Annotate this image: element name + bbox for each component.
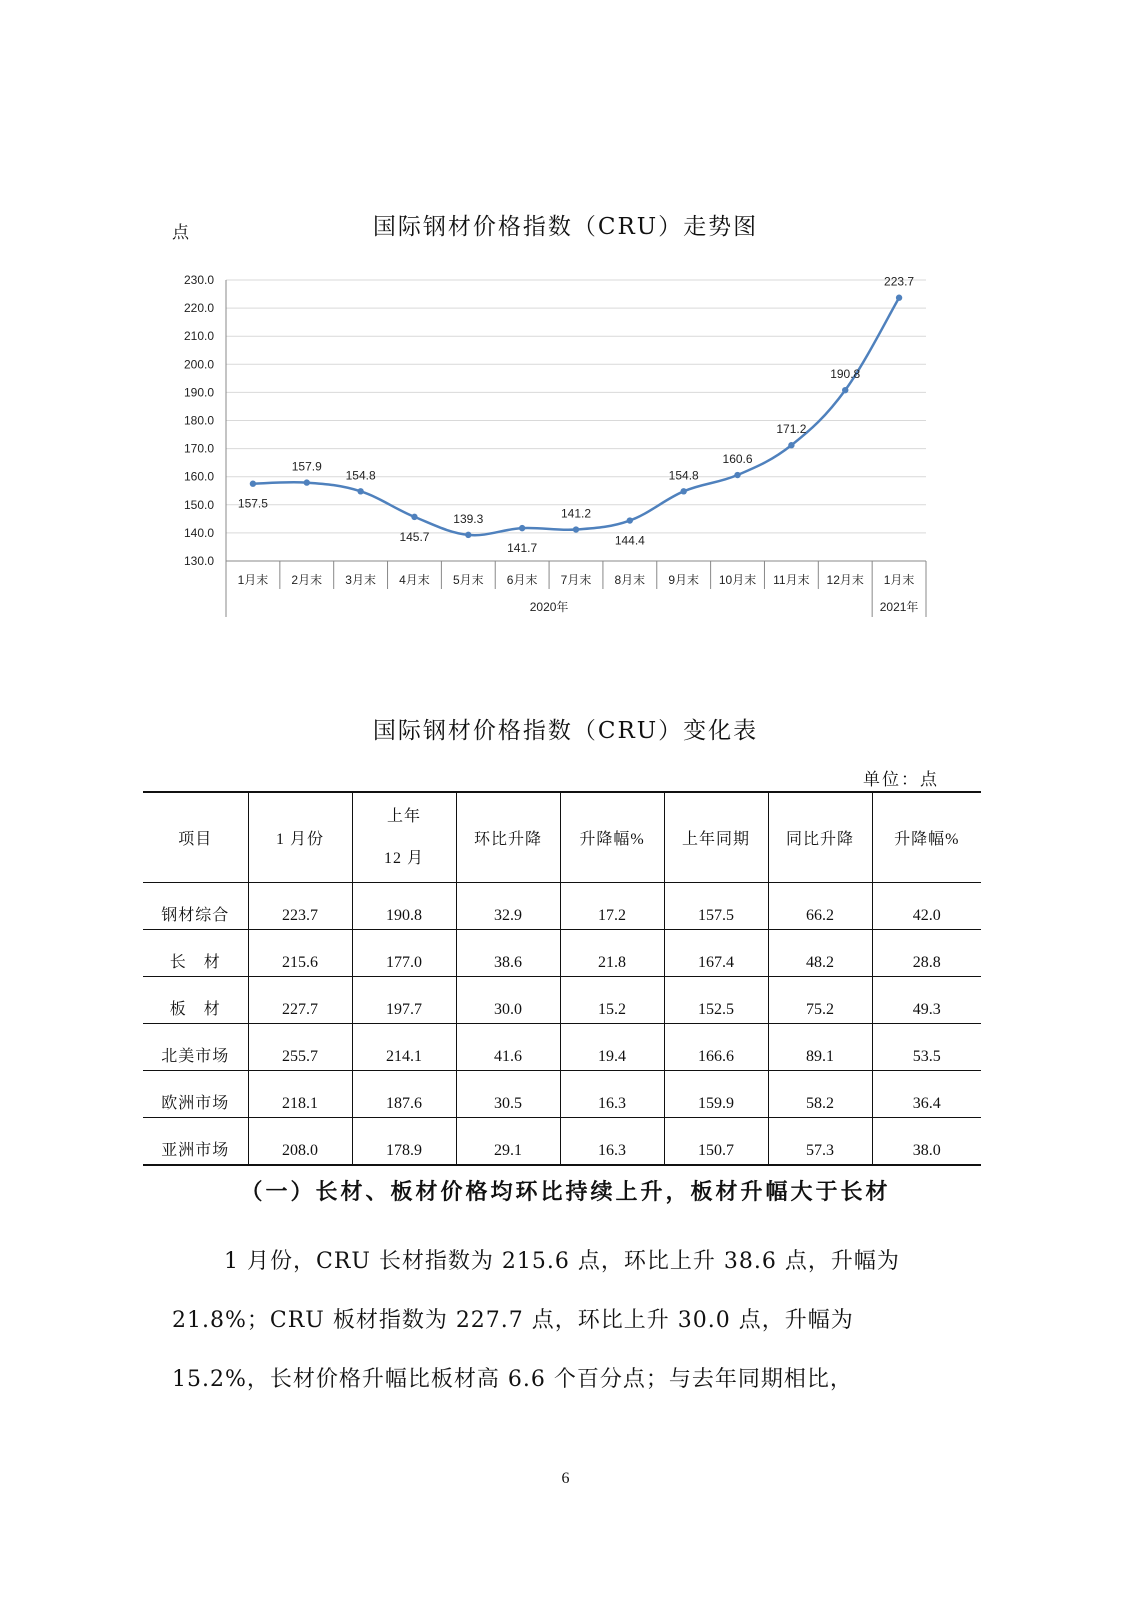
- x-tick-label: 5月末: [452, 573, 484, 587]
- value-cell: 41.6: [456, 1024, 560, 1071]
- data-label: 171.2: [776, 422, 807, 437]
- data-point: [304, 479, 310, 485]
- row-label-cell: 长 材: [143, 930, 248, 977]
- price-index-table: [143, 791, 981, 1166]
- value-cell: 19.4: [560, 1024, 664, 1071]
- value-cell: 32.9: [456, 883, 560, 930]
- value-cell: 42.0: [872, 883, 981, 930]
- y-tick-label: 160.0: [183, 469, 214, 484]
- x-tick-label: 1月末: [237, 573, 269, 587]
- data-point: [788, 442, 794, 448]
- x-tick-label: 2月末: [291, 573, 323, 587]
- y-tick-label: 150.0: [183, 497, 214, 512]
- table-row: [143, 1118, 981, 1166]
- data-label: 157.9: [291, 459, 322, 474]
- x-tick-label: 8月末: [614, 573, 646, 587]
- chart-title: 国际钢材价格指数（CRU）走势图: [372, 214, 759, 240]
- x-group-label: 2020年: [529, 600, 569, 614]
- value-cell: 167.4: [664, 930, 768, 977]
- data-label: 144.4: [614, 533, 645, 548]
- paragraph-line: 1 月份，CRU 长材指数为 215.6 点，环比上升 38.6 点，升幅为: [224, 1249, 900, 1274]
- header-cell-yoy-change: 同比升降: [768, 792, 872, 883]
- value-cell: 208.0: [248, 1118, 352, 1166]
- header-cell-mom-change: 环比升降: [456, 792, 560, 883]
- value-cell: 28.8: [872, 930, 981, 977]
- value-cell: 255.7: [248, 1024, 352, 1071]
- value-cell: 17.2: [560, 883, 664, 930]
- data-label: 160.6: [722, 452, 753, 467]
- value-cell: 48.2: [768, 930, 872, 977]
- data-point: [734, 472, 740, 478]
- data-label: 141.7: [507, 541, 538, 556]
- value-cell: 57.3: [768, 1118, 872, 1166]
- y-tick-label: 170.0: [183, 441, 214, 456]
- data-point: [411, 514, 417, 520]
- y-tick-label: 190.0: [183, 385, 214, 400]
- paragraph-line: 15.2%，长材价格升幅比板材高 6.6 个百分点；与去年同期相比，: [172, 1367, 853, 1392]
- x-tick-label: 7月末: [560, 573, 592, 587]
- x-tick-label: 1月末: [883, 573, 915, 587]
- y-tick-label: 230.0: [183, 273, 214, 287]
- data-point: [250, 481, 256, 487]
- header-cell-yoy-pct: 升降幅%: [872, 792, 981, 883]
- value-cell: 177.0: [352, 930, 456, 977]
- value-cell: 53.5: [872, 1024, 981, 1071]
- value-cell: 15.2: [560, 977, 664, 1024]
- value-cell: 157.5: [664, 883, 768, 930]
- value-cell: 29.1: [456, 1118, 560, 1166]
- table-row: [143, 1071, 981, 1118]
- value-cell: 38.6: [456, 930, 560, 977]
- y-tick-label: 140.0: [183, 525, 214, 540]
- price-index-line-chart: [0, 260, 1131, 640]
- value-cell: 197.7: [352, 977, 456, 1024]
- y-tick-label: 220.0: [183, 301, 214, 316]
- x-tick-label: 10月末: [718, 573, 757, 587]
- value-cell: 89.1: [768, 1024, 872, 1071]
- value-cell: 36.4: [872, 1071, 981, 1118]
- value-cell: 223.7: [248, 883, 352, 930]
- y-tick-label: 180.0: [183, 413, 214, 428]
- y-tick-label: 200.0: [183, 357, 214, 372]
- header-cell-january: 1 月份: [248, 792, 352, 883]
- value-cell: 66.2: [768, 883, 872, 930]
- value-cell: 16.3: [560, 1118, 664, 1166]
- data-point: [465, 532, 471, 538]
- value-cell: 16.3: [560, 1071, 664, 1118]
- value-cell: 75.2: [768, 977, 872, 1024]
- value-cell: 49.3: [872, 977, 981, 1024]
- value-cell: 166.6: [664, 1024, 768, 1071]
- y-tick-label: 210.0: [183, 329, 214, 344]
- value-cell: 214.1: [352, 1024, 456, 1071]
- table-title: 国际钢材价格指数（CRU）变化表: [372, 718, 759, 744]
- x-tick-label: 4月末: [399, 573, 430, 587]
- data-label: 141.2: [560, 506, 592, 521]
- table-body: [143, 883, 981, 1166]
- table-header-row: [143, 792, 981, 883]
- value-cell: 150.7: [664, 1118, 768, 1166]
- x-tick-label: 3月末: [345, 573, 376, 587]
- value-cell: 152.5: [664, 977, 768, 1024]
- data-point: [627, 517, 633, 523]
- y-tick-label: 130.0: [183, 554, 214, 568]
- data-label: 154.8: [668, 468, 699, 483]
- header-cell-mom-pct: 升降幅%: [560, 792, 664, 883]
- data-point: [357, 488, 363, 494]
- header-cell-last-december: [352, 792, 456, 883]
- chart-unit-label: 点: [172, 223, 189, 243]
- data-point: [842, 387, 848, 393]
- header-line-last-year: 上年: [386, 807, 421, 825]
- data-label: 145.7: [399, 529, 430, 544]
- data-point: [519, 525, 525, 531]
- value-cell: 218.1: [248, 1071, 352, 1118]
- data-point: [896, 295, 902, 301]
- table-unit-label: 单位：点: [863, 770, 939, 790]
- row-label-cell: 板 材: [143, 977, 248, 1024]
- page-number: 6: [561, 1470, 570, 1487]
- x-group-label: 2021年: [879, 600, 919, 614]
- value-cell: 187.6: [352, 1071, 456, 1118]
- value-cell: 159.9: [664, 1071, 768, 1118]
- x-tick-label: 11月末: [773, 573, 810, 587]
- table-row: [143, 930, 981, 977]
- table-row: [143, 1024, 981, 1071]
- row-label-cell: 亚洲市场: [143, 1118, 248, 1166]
- row-label-cell: 北美市场: [143, 1024, 248, 1071]
- x-tick-label: 9月末: [668, 573, 700, 587]
- table-row: [143, 883, 981, 930]
- header-cell-item: 项目: [143, 792, 248, 883]
- data-label: 190.8: [830, 367, 861, 382]
- value-cell: 38.0: [872, 1118, 981, 1166]
- data-label: 223.7: [884, 274, 915, 289]
- data-point: [573, 526, 579, 532]
- row-label-cell: 钢材综合: [143, 883, 248, 930]
- paragraph-line: 21.8%；CRU 板材指数为 227.7 点，环比上升 30.0 点，升幅为: [172, 1308, 854, 1333]
- section-heading: （一）长材、板材价格均环比持续上升，板材升幅大于长材: [240, 1179, 891, 1205]
- header-cell-last-year-same-period: 上年同期: [664, 792, 768, 883]
- data-point: [680, 488, 686, 494]
- x-tick-label: 12月末: [826, 573, 864, 587]
- data-label: 139.3: [453, 511, 484, 526]
- row-label-cell: 欧洲市场: [143, 1071, 248, 1118]
- header-line-december: 12 月: [383, 849, 424, 867]
- value-cell: 58.2: [768, 1071, 872, 1118]
- table-row: [143, 977, 981, 1024]
- body-paragraph: [172, 1232, 972, 1409]
- value-cell: 30.5: [456, 1071, 560, 1118]
- x-tick-label: 6月末: [506, 573, 538, 587]
- value-cell: 215.6: [248, 930, 352, 977]
- value-cell: 178.9: [352, 1118, 456, 1166]
- value-cell: 30.0: [456, 977, 560, 1024]
- data-label: 157.5: [237, 496, 268, 511]
- value-cell: 227.7: [248, 977, 352, 1024]
- series-line: [253, 298, 899, 535]
- data-label: 154.8: [345, 468, 376, 483]
- value-cell: 21.8: [560, 930, 664, 977]
- value-cell: 190.8: [352, 883, 456, 930]
